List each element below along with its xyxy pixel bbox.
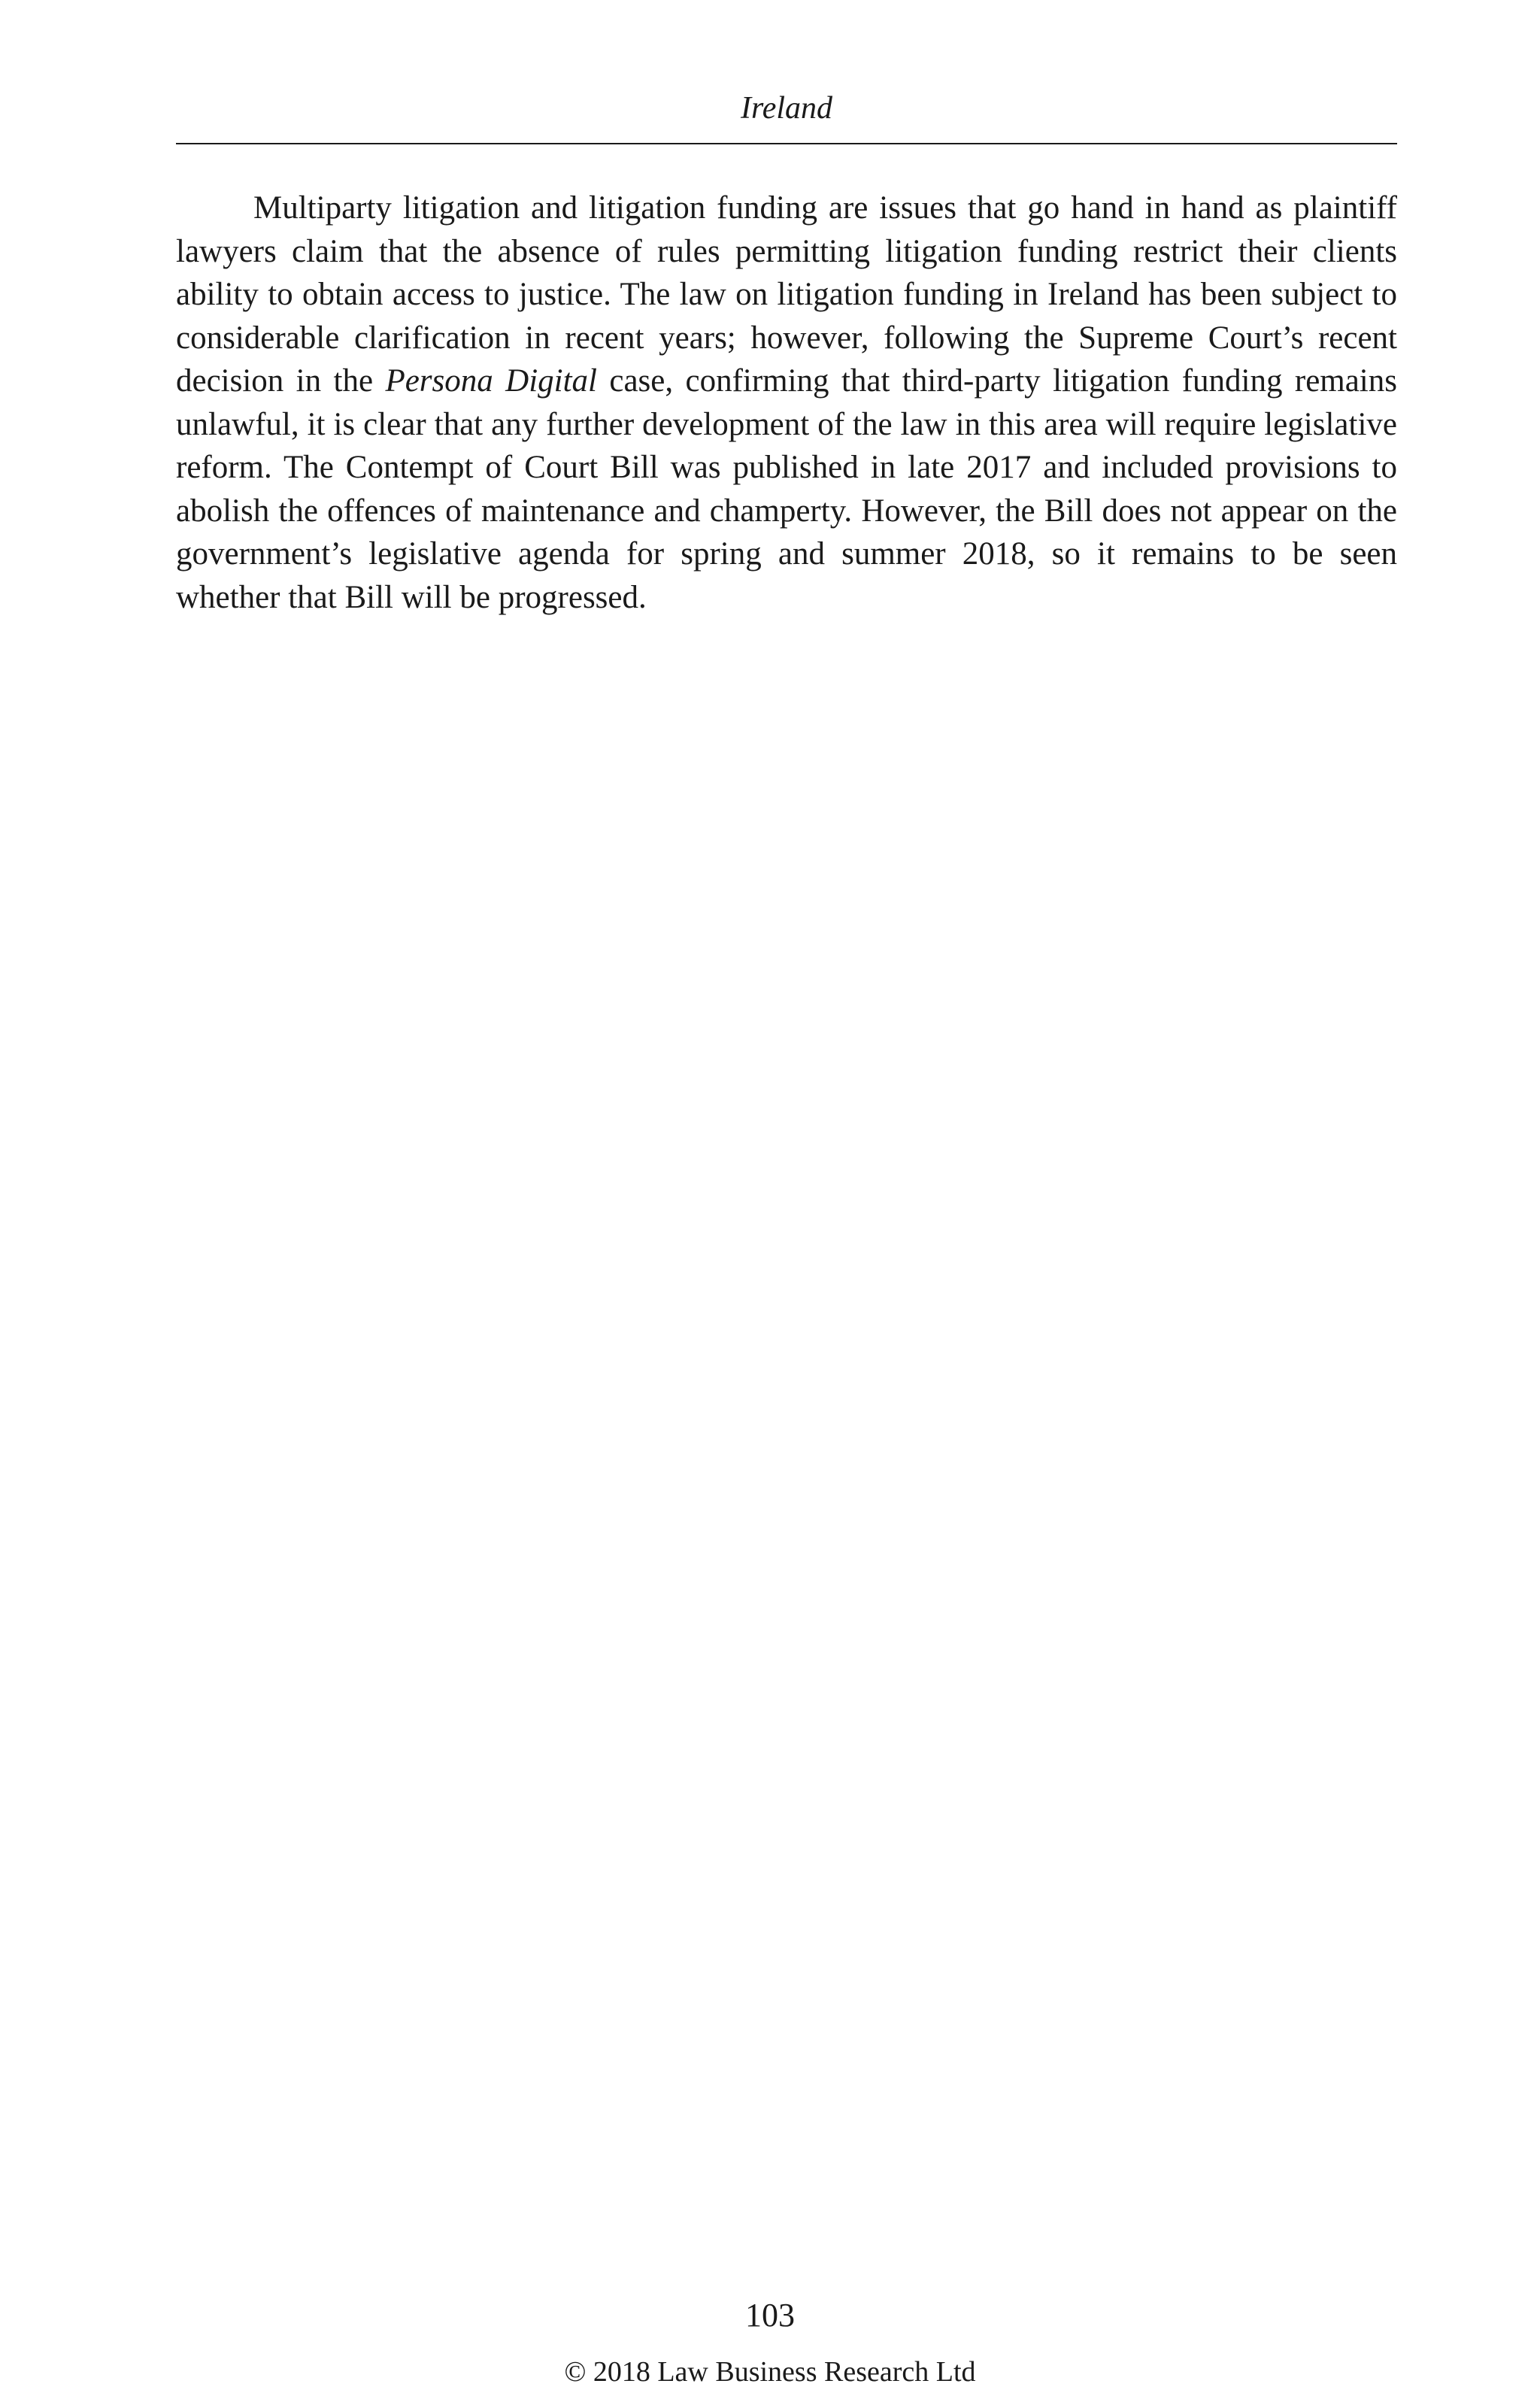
body-paragraph (176, 187, 1397, 619)
case-name-italic: Persona Digital (385, 363, 597, 399)
page-number: 103 (745, 2297, 795, 2334)
running-header-title: Ireland (740, 91, 833, 126)
paragraph-text-part-2: case, confirming that third-party litigation funding remains unlawful, it is clear that any further development of the law in this area will require legislative reform. The Contempt of Court Bill was published in late 2017 and included provisions to abolish the offences of maintenance and champerty. However, the Bill does not appear on the government’s legislative agenda for spring and summer 2018, so it remains to be seen whether that Bill will be progressed. (176, 363, 1397, 615)
copyright-notice: © 2018 Law Business Research Ltd (564, 2356, 976, 2388)
header-rule (176, 143, 1397, 144)
paragraph-text-part-1: Multiparty litigation and litigation funding are issues that go hand in hand as plaintiff lawyers claim that the absence of rules permitting litigation funding restrict their clients ability to obtain access to justice. The law on litigation funding in Ireland has been subject to considerable clarification in recent years; however, following the Supreme Court’s recent decision in the (176, 190, 1397, 399)
